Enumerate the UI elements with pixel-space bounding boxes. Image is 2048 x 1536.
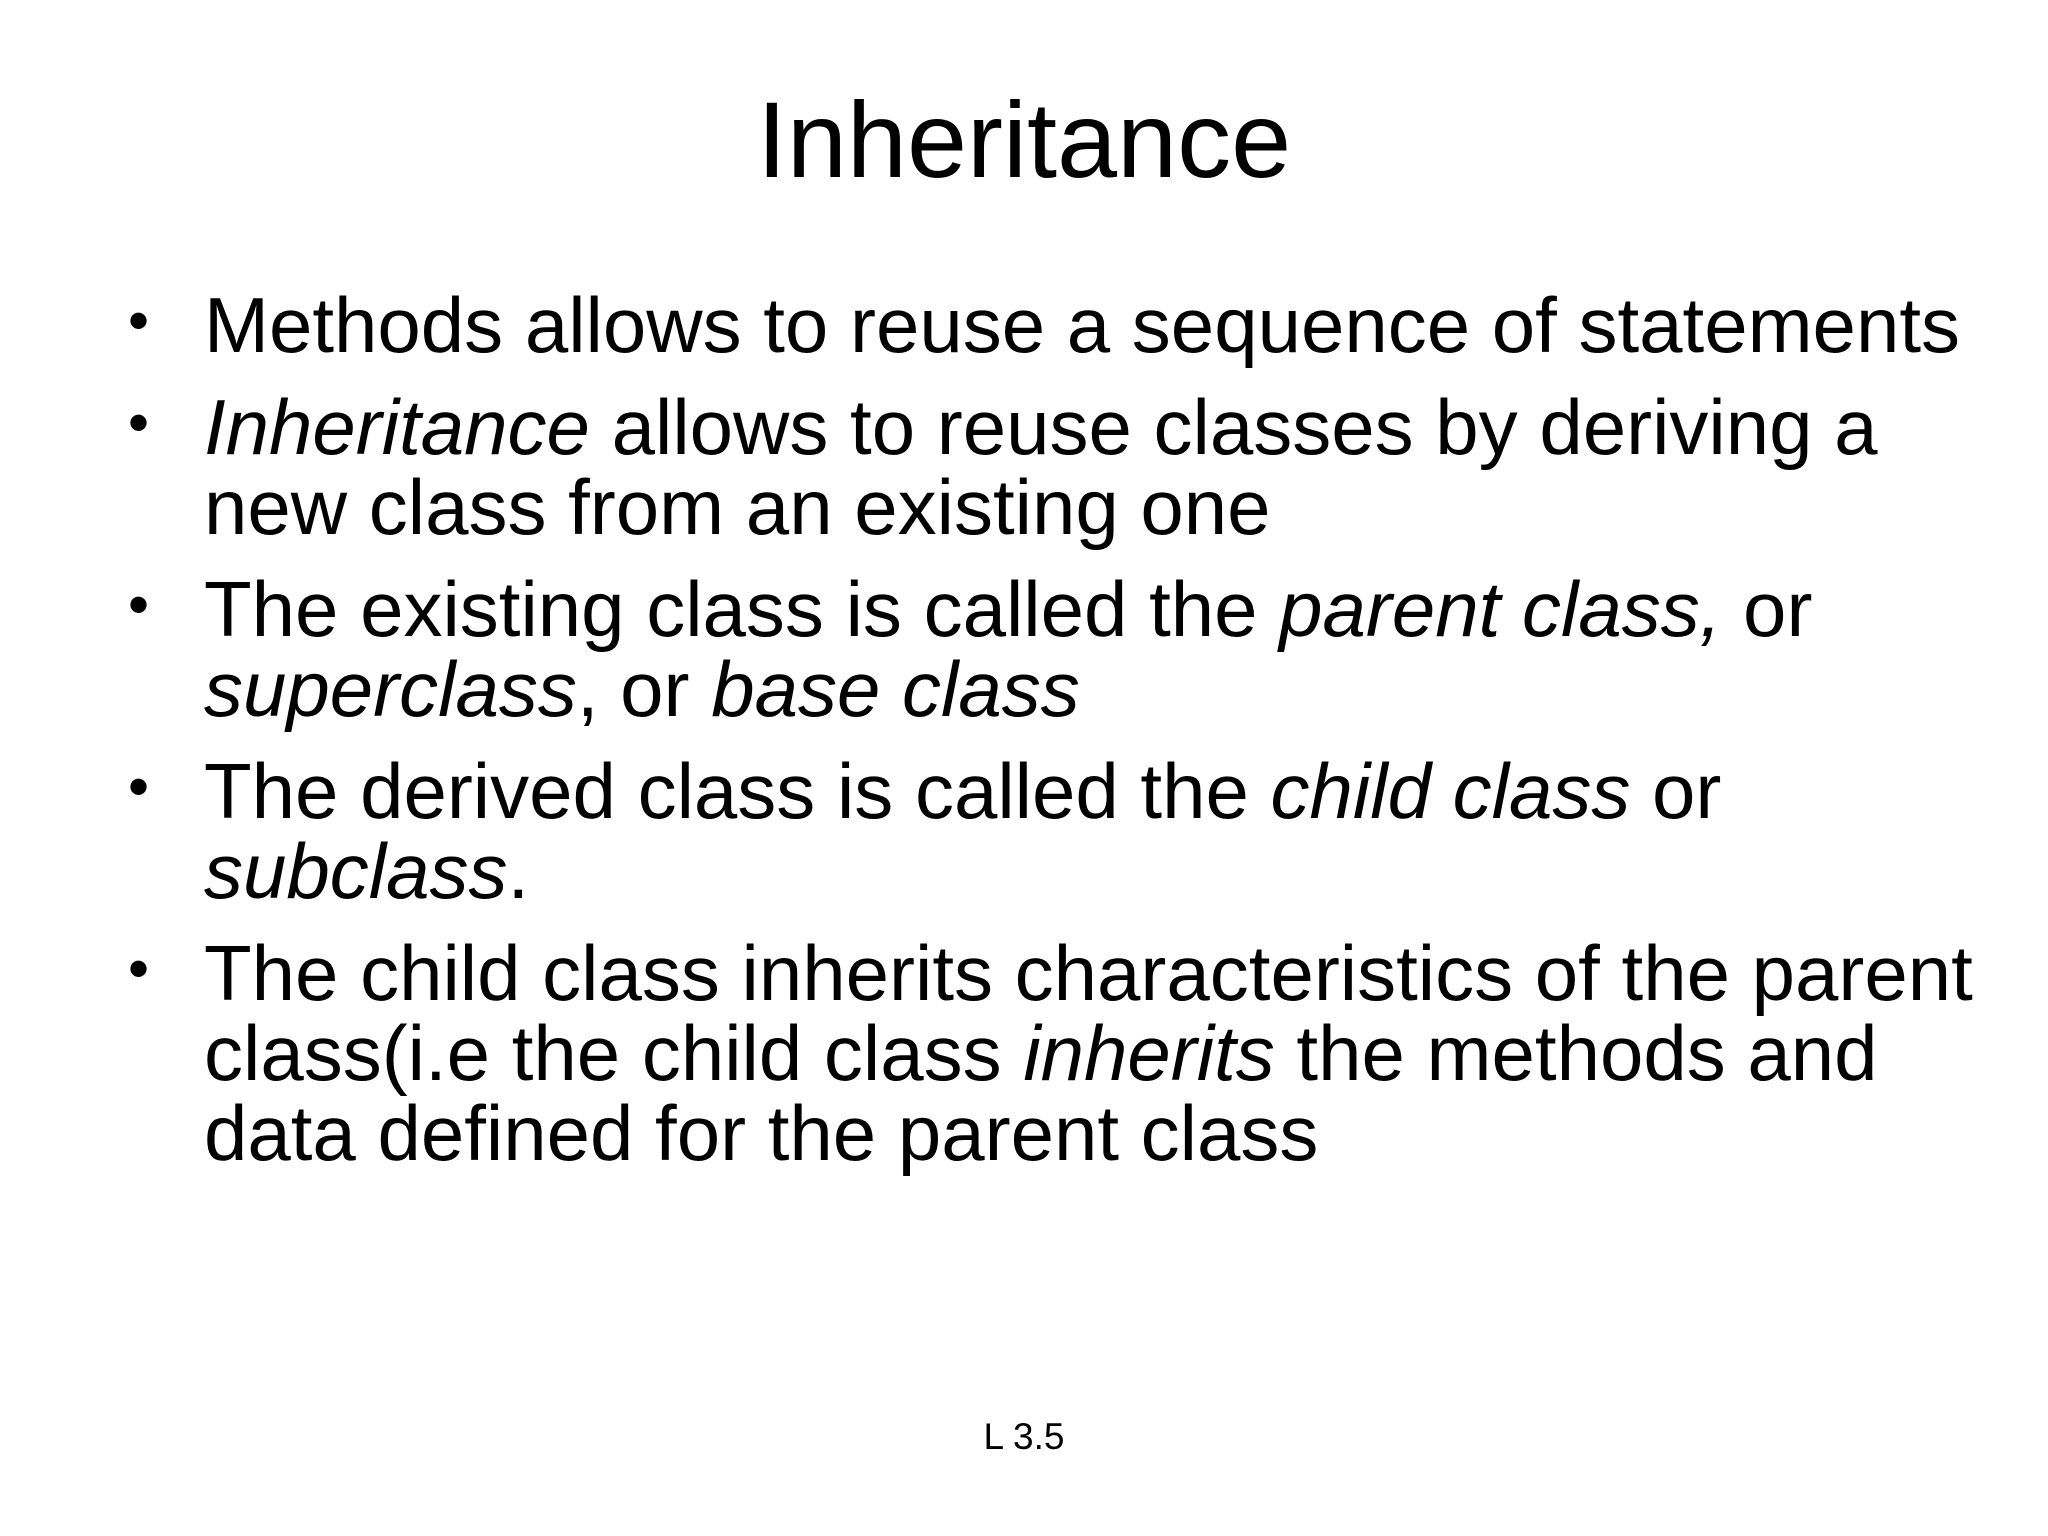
bullet-text-segment: allows to reuse classes by deriving a new class from an existing one <box>204 383 1878 551</box>
bullet-text-emphasis: Inheritance <box>204 383 590 471</box>
bullet-text-segment: . <box>507 827 530 915</box>
bullet-text <box>204 929 1973 1177</box>
slide-footer-label: L 3.5 <box>983 1416 1065 1457</box>
bullet-text-segment: The existing class is called the <box>204 565 1280 653</box>
bullet-text <box>204 565 1812 733</box>
bullet-text-emphasis: superclass <box>204 645 577 733</box>
bullet-text <box>204 281 1960 369</box>
bullet-item <box>128 281 2008 369</box>
bullet-marker: • <box>128 389 150 456</box>
bullet-marker: • <box>128 935 150 1002</box>
bullet-text-segment: or <box>1721 565 1813 653</box>
bullet-marker: • <box>128 753 150 820</box>
bullet-text-segment: or <box>1630 747 1722 835</box>
bullet-text-segment: Methods allows to reuse a sequence of statements <box>204 281 1960 369</box>
bullet-item <box>128 747 2008 915</box>
bullet-text-segment: the methods and data defined for the parent class <box>204 1009 1878 1177</box>
bullet-marker: • <box>128 287 150 354</box>
bullet-marker: • <box>128 571 150 638</box>
bullet-text-emphasis: base class <box>711 645 1080 733</box>
bullet-text-emphasis: child class <box>1270 747 1631 835</box>
slide-title: Inheritance <box>756 79 1292 200</box>
bullet-item <box>128 929 2008 1177</box>
bullet-text-emphasis: inherits <box>1023 1009 1275 1097</box>
bullet-item <box>128 565 2008 733</box>
bullet-text-emphasis: parent class, <box>1279 565 1722 653</box>
bullet-text-segment: , or <box>576 645 712 733</box>
bullet-list <box>128 281 2008 1195</box>
bullet-text-segment: The derived class is called the <box>204 747 1271 835</box>
bullet-text-emphasis: subclass <box>204 827 508 915</box>
bullet-text <box>204 383 1878 551</box>
bullet-item <box>128 383 2008 551</box>
bullet-text <box>204 747 1721 915</box>
bullet-text-segment: The child class inherits characteristics of the parent class(i.e the child class <box>204 929 1973 1097</box>
